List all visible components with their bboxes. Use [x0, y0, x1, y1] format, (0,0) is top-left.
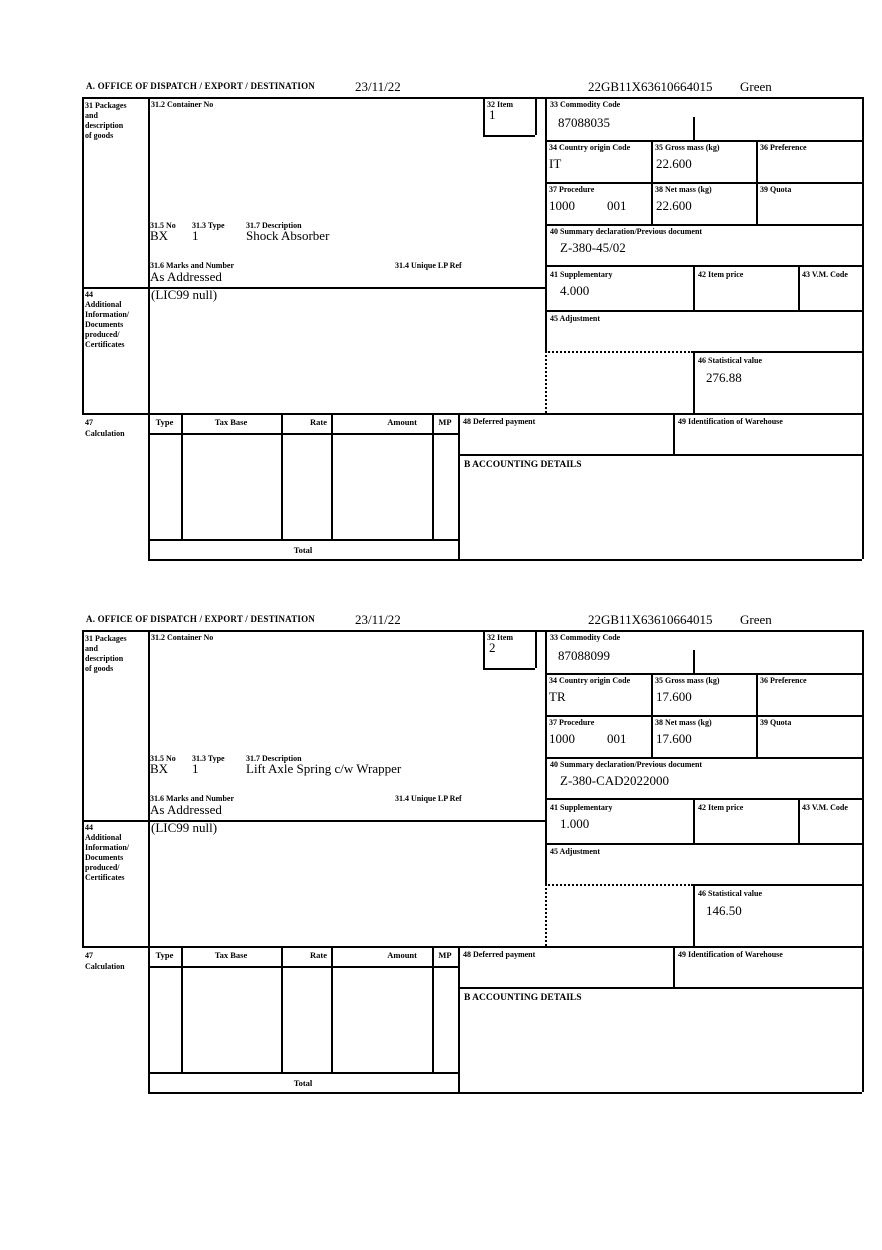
grid-line — [651, 140, 653, 224]
field-46-label: 46 Statistical value — [698, 889, 762, 898]
mrn-number: 22GB11X63610664015 — [588, 79, 713, 94]
calc-total-label: Total — [293, 1078, 313, 1088]
field-31-2-label: 31.2 Container No — [151, 100, 214, 109]
grid-line — [798, 265, 800, 310]
field-47-label: 47 — [85, 418, 93, 427]
item-number: 1 — [489, 107, 496, 122]
field-44-label: Certificates — [85, 340, 125, 349]
field-41-label: 41 Supplementary — [550, 270, 613, 279]
calc-col-mp: MP — [438, 417, 452, 427]
grid-line — [545, 843, 862, 845]
supplementary-units: 4.000 — [560, 283, 590, 298]
routing-status: Green — [740, 612, 772, 627]
grid-line — [756, 673, 758, 757]
commodity-code-tick — [693, 650, 695, 673]
procedure-code: 1000 — [549, 731, 575, 746]
field-38-label: 38 Net mass (kg) — [655, 185, 712, 194]
supplementary-units: 1.000 — [560, 816, 590, 831]
additional-information: (LIC99 null) — [151, 287, 218, 302]
grid-line — [673, 413, 675, 454]
calc-col-mp: MP — [438, 950, 452, 960]
table-line — [148, 966, 458, 968]
accounting-details-label: B ACCOUNTING DETAILS — [464, 993, 582, 1003]
field-34-label: 34 Country origin Code — [549, 143, 631, 152]
field-40-label: 40 Summary declaration/Previous document — [550, 227, 703, 236]
field-44-label: Documents — [85, 320, 124, 329]
statistical-value: 276.88 — [706, 370, 742, 385]
packages-no: BX — [150, 228, 169, 243]
field-36-label: 36 Preference — [760, 143, 807, 152]
grid-line — [693, 884, 695, 946]
table-line — [148, 433, 458, 435]
declaration-item-block-1 — [82, 80, 862, 562]
grid-line — [545, 757, 862, 759]
field-48-label: 48 Deferred payment — [463, 950, 536, 959]
field-41-label: 41 Supplementary — [550, 803, 613, 812]
field-42-label: 42 Item price — [698, 270, 744, 279]
packages-type: 1 — [192, 228, 199, 243]
field-47-label: Calculation — [85, 962, 125, 971]
field-32-label: 32 Item — [487, 633, 513, 642]
field-32-label: 32 Item — [487, 100, 513, 109]
procedure-code: 1000 — [549, 198, 575, 213]
previous-document: Z-380-45/02 — [560, 240, 626, 255]
field-44-label: Information/ — [85, 310, 129, 319]
grid-line — [148, 1092, 862, 1094]
table-line — [148, 539, 458, 541]
field-44-label: Additional — [85, 300, 122, 309]
field-31-2-label: 31.2 Container No — [151, 633, 214, 642]
declaration-date: 23/11/22 — [355, 79, 401, 94]
procedure-code-ext: 001 — [607, 731, 627, 746]
goods-description: Lift Axle Spring c/w Wrapper — [246, 761, 402, 776]
section-a-title: A. OFFICE OF DISPATCH / EXPORT / DESTINATION — [86, 614, 316, 624]
field-31-3-label: 31.3 Type — [192, 754, 225, 763]
table-line — [432, 413, 434, 539]
commodity-code-tick — [693, 117, 695, 140]
grid-line — [693, 351, 862, 353]
grid-line — [693, 798, 695, 843]
net-mass: 22.600 — [656, 198, 692, 213]
grid-line — [693, 265, 695, 310]
grid-line — [82, 97, 84, 413]
packages-type: 1 — [192, 761, 199, 776]
net-mass: 17.600 — [656, 731, 692, 746]
table-line — [181, 946, 183, 1072]
field-44-label: produced/ — [85, 863, 120, 872]
calc-col-rate: Rate — [310, 950, 327, 960]
field-43-label: 43 V.M. Code — [802, 270, 848, 279]
grid-line — [673, 946, 675, 987]
field-44-label: 44 — [85, 823, 93, 832]
origin-country-code: TR — [549, 689, 566, 704]
dotted-line — [545, 351, 547, 413]
grid-line — [458, 946, 460, 1092]
grid-line — [545, 224, 862, 226]
declaration-date: 23/11/22 — [355, 612, 401, 627]
calc-total-label: Total — [293, 545, 313, 555]
declaration-item-block-2 — [82, 613, 862, 1095]
gross-mass: 22.600 — [656, 156, 692, 171]
grid-line — [82, 413, 862, 415]
grid-line — [545, 715, 862, 717]
grid-line — [458, 454, 862, 456]
field-39-label: 39 Quota — [760, 718, 792, 727]
calc-col-tax-base: Tax Base — [214, 950, 248, 960]
mrn-number: 22GB11X63610664015 — [588, 612, 713, 627]
grid-line — [82, 946, 862, 948]
marks-and-numbers: As Addressed — [150, 269, 222, 284]
field-31-label: 31 Packages — [85, 634, 127, 643]
packages-no: BX — [150, 761, 169, 776]
calc-col-amount: Amount — [387, 417, 417, 427]
field-44-label: Certificates — [85, 873, 125, 882]
grid-line — [545, 673, 862, 675]
table-line — [281, 413, 283, 539]
field-33-label: 33 Commodity Code — [550, 100, 621, 109]
routing-status: Green — [740, 79, 772, 94]
grid-line — [545, 182, 862, 184]
grid-line — [545, 140, 862, 142]
field-38-label: 38 Net mass (kg) — [655, 718, 712, 727]
grid-line — [545, 310, 862, 312]
table-line — [181, 413, 183, 539]
grid-line — [798, 798, 800, 843]
grid-line — [545, 265, 862, 267]
field-44-label: 44 — [85, 290, 93, 299]
calc-col-type: Type — [155, 417, 174, 427]
field-44-label: Documents — [85, 853, 124, 862]
origin-country-code: IT — [549, 156, 562, 171]
additional-information: (LIC99 null) — [151, 820, 218, 835]
field-31-7-label: 31.7 Description — [246, 754, 302, 763]
grid-line — [148, 630, 150, 1092]
field-45-label: 45 Adjustment — [550, 847, 601, 856]
field-46-label: 46 Statistical value — [698, 356, 762, 365]
field-48-label: 48 Deferred payment — [463, 417, 536, 426]
dotted-line — [545, 884, 693, 886]
field-31-label: and — [85, 111, 98, 120]
field-34-label: 34 Country origin Code — [549, 676, 631, 685]
grid-line — [458, 413, 460, 559]
field-31-5-label: 31.5 No — [150, 754, 176, 763]
field-45-label: 45 Adjustment — [550, 314, 601, 323]
table-line — [432, 946, 434, 1072]
section-a-title: A. OFFICE OF DISPATCH / EXPORT / DESTINATION — [86, 81, 316, 91]
gross-mass: 17.600 — [656, 689, 692, 704]
calc-col-type: Type — [155, 950, 174, 960]
grid-line — [148, 559, 862, 561]
field-31-6-label: 31.6 Marks and Number — [150, 261, 235, 270]
grid-line — [862, 97, 864, 559]
marks-and-numbers: As Addressed — [150, 802, 222, 817]
field-37-label: 37 Procedure — [549, 185, 595, 194]
goods-description: Shock Absorber — [246, 228, 330, 243]
procedure-code-ext: 001 — [607, 198, 627, 213]
field-39-label: 39 Quota — [760, 185, 792, 194]
field-31-7-label: 31.7 Description — [246, 221, 302, 230]
grid-line — [458, 987, 862, 989]
field-37-label: 37 Procedure — [549, 718, 595, 727]
commodity-code: 87088035 — [558, 115, 610, 130]
table-line — [281, 946, 283, 1072]
statistical-value: 146.50 — [706, 903, 742, 918]
dotted-line — [545, 351, 693, 353]
grid-line — [862, 630, 864, 1092]
item-box-line — [483, 135, 535, 137]
field-36-label: 36 Preference — [760, 676, 807, 685]
field-43-label: 43 V.M. Code — [802, 803, 848, 812]
grid-line — [545, 97, 547, 351]
item-box-line — [483, 97, 485, 135]
calc-col-tax-base: Tax Base — [214, 417, 248, 427]
field-44-label: Information/ — [85, 843, 129, 852]
dotted-line — [545, 884, 547, 946]
previous-document: Z-380-CAD2022000 — [560, 773, 670, 788]
field-31-label: description — [85, 654, 124, 663]
grid-line — [545, 630, 547, 884]
item-box-line — [535, 97, 537, 135]
commodity-code: 87088099 — [558, 648, 610, 663]
field-44-label: Additional — [85, 833, 122, 842]
grid-line — [756, 140, 758, 224]
field-47-label: 47 — [85, 951, 93, 960]
item-box-line — [535, 630, 537, 668]
field-47-label: Calculation — [85, 429, 125, 438]
grid-line — [545, 798, 862, 800]
field-31-label: of goods — [85, 131, 114, 140]
field-35-label: 35 Gross mass (kg) — [655, 676, 720, 685]
item-number: 2 — [489, 640, 496, 655]
grid-line — [148, 97, 150, 559]
field-33-label: 33 Commodity Code — [550, 633, 621, 642]
field-44-label: produced/ — [85, 330, 120, 339]
field-31-6-label: 31.6 Marks and Number — [150, 794, 235, 803]
grid-line — [82, 630, 84, 946]
grid-line — [693, 884, 862, 886]
field-49-label: 49 Identification of Warehouse — [678, 417, 783, 426]
field-31-label: and — [85, 644, 98, 653]
field-31-label: description — [85, 121, 124, 130]
field-35-label: 35 Gross mass (kg) — [655, 143, 720, 152]
table-line — [331, 946, 333, 1072]
grid-line — [82, 630, 862, 632]
field-31-label: 31 Packages — [85, 101, 127, 110]
field-40-label: 40 Summary declaration/Previous document — [550, 760, 703, 769]
accounting-details-label: B ACCOUNTING DETAILS — [464, 460, 582, 470]
item-box-line — [483, 630, 485, 668]
field-31-4-label: 31.4 Unique LP Ref — [395, 794, 462, 803]
grid-line — [651, 673, 653, 757]
table-line — [148, 1072, 458, 1074]
item-box-line — [483, 668, 535, 670]
field-31-5-label: 31.5 No — [150, 221, 176, 230]
field-31-4-label: 31.4 Unique LP Ref — [395, 261, 462, 270]
calc-col-rate: Rate — [310, 417, 327, 427]
grid-line — [82, 97, 862, 99]
field-31-label: of goods — [85, 664, 114, 673]
field-31-3-label: 31.3 Type — [192, 221, 225, 230]
calc-col-amount: Amount — [387, 950, 417, 960]
field-49-label: 49 Identification of Warehouse — [678, 950, 783, 959]
table-line — [331, 413, 333, 539]
grid-line — [693, 351, 695, 413]
field-42-label: 42 Item price — [698, 803, 744, 812]
